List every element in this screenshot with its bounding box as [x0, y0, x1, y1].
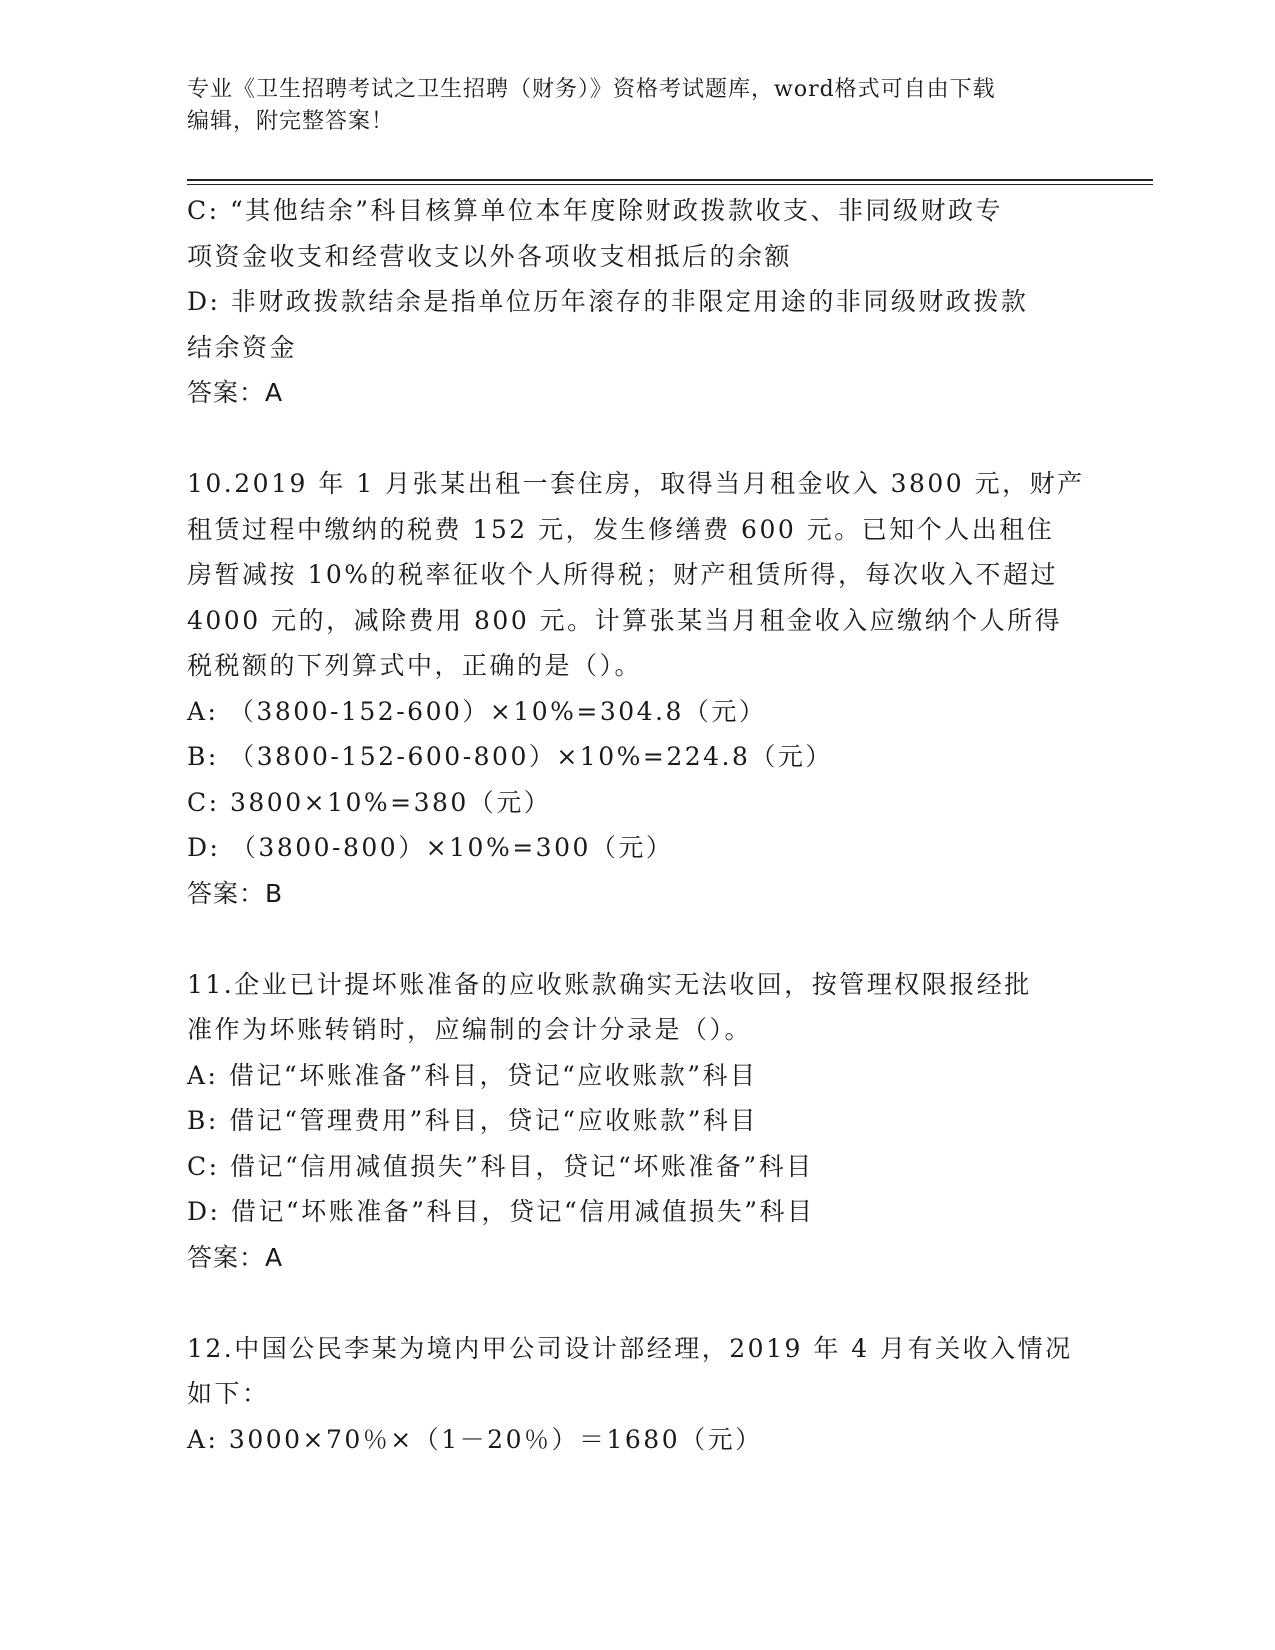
document-body: [187, 188, 1087, 1462]
question-stem-line-1: 10.2019 年 1 月张某出租一套住房，取得当月租金收入 3800 元，财产: [187, 469, 1085, 498]
header-line-2: 编辑，附完整答案！: [187, 109, 395, 134]
header-divider-thick: [187, 179, 1153, 181]
question-stem-line-2: 租赁过程中缴纳的税费 152 元，发生修缮费 600 元。已知个人出租住: [187, 514, 1055, 544]
question-stem-line-1: 11.企业已计提坏账准备的应收账款确实无法收回，按管理权限报经批: [187, 969, 1032, 999]
option-d: D: 借记“坏账准备”科目，贷记“信用减值损失”科目: [187, 1197, 815, 1226]
page-header: [187, 74, 1087, 138]
spacer: [187, 1280, 1087, 1326]
question-12: [187, 1326, 1087, 1463]
spacer: [187, 416, 1087, 462]
question-10: [187, 461, 1087, 916]
question-stem-line-4: 4000 元的，减除费用 800 元。计算张某当月租金收入应缴纳个人所得: [187, 605, 1063, 635]
question-stem-line-3: 房暂减按 10%的税率征收个人所得税；财产租赁所得，每次收入不超过: [187, 560, 1059, 589]
option-a: A: 3000×70％×（1－20％）＝1680（元）: [187, 1424, 763, 1454]
question-11: [187, 962, 1087, 1281]
option-c-line-2: 项资金收支和经营收支以外各项收支相抵后的余额: [187, 241, 793, 271]
option-c: C: 3800×10%=380（元）: [187, 787, 552, 817]
answer-text: 答案：A: [187, 378, 284, 407]
option-a: A: （3800-152-600）×10%=304.8（元）: [187, 696, 767, 726]
answer-text: 答案：B: [187, 878, 284, 908]
option-b: B: 借记“管理费用”科目，贷记“应收账款”科目: [187, 1106, 758, 1135]
option-b: B: （3800-152-600-800）×10%=224.8（元）: [187, 742, 833, 771]
option-a: A: 借记“坏账准备”科目，贷记“应收账款”科目: [187, 1060, 758, 1090]
question-stem-line-2: 如下：: [187, 1379, 270, 1408]
option-c-line-1: C: “其他结余”科目核算单位本年度除财政拨款收支、非同级财政专: [187, 196, 1004, 225]
question-9: [187, 188, 1087, 416]
option-c: C: 借记“信用减值损失”科目，贷记“坏账准备”科目: [187, 1151, 814, 1181]
question-stem-line-5: 税税额的下列算式中，正确的是（）。: [187, 651, 643, 680]
question-stem-line-1: 12.中国公民李某为境内甲公司设计部经理，2019 年 4 月有关收入情况: [187, 1333, 1073, 1363]
header-line-1: 专业《卫生招聘考试之卫生招聘（财务）》资格考试题库，word格式可自由下载: [187, 77, 996, 102]
option-d: D: （3800-800）×10%=300（元）: [187, 833, 674, 862]
spacer: [187, 916, 1087, 962]
question-stem-line-2: 准作为坏账转销时，应编制的会计分录是（）。: [187, 1015, 753, 1044]
option-d-line-1: D: 非财政拨款结余是指单位历年滚存的非限定用途的非同级财政拨款: [187, 287, 1029, 316]
header-divider-thin: [187, 184, 1153, 185]
option-d-line-2: 结余资金: [187, 332, 298, 362]
answer-text: 答案：A: [187, 1242, 284, 1272]
